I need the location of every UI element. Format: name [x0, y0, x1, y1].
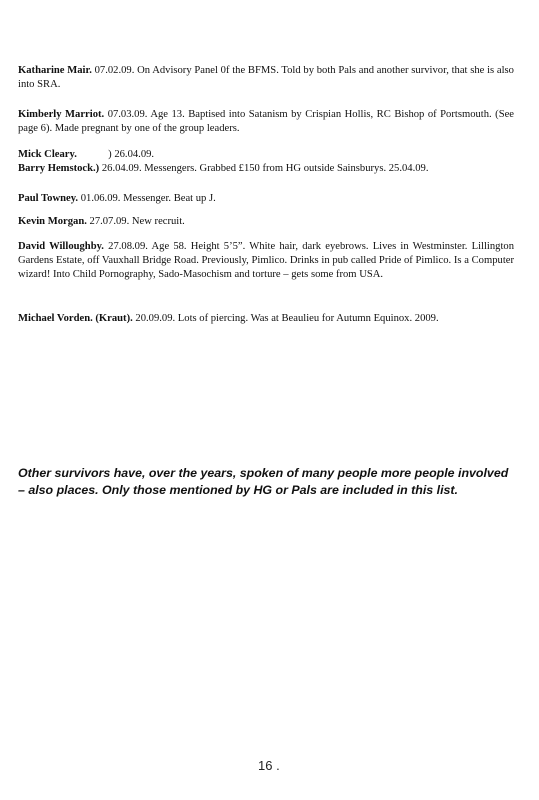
entry-barry-hemstock [18, 162, 514, 176]
entry-group-messengers [18, 148, 514, 176]
entry-mick-cleary [18, 148, 514, 162]
entry-name: Mick Cleary. [18, 149, 77, 160]
entry-katharine-mair [18, 64, 514, 92]
entry-paul-towney [18, 192, 514, 206]
entry-name: Paul Towney. [18, 193, 79, 204]
entry-name: Michael Vorden. (Kraut). [18, 313, 133, 324]
entry-text: ) 26.04.09. [108, 149, 155, 160]
entry-name: Katharine Mair. [18, 65, 92, 76]
entry-michael-vorden [18, 312, 514, 326]
entry-name: Kevin Morgan. [18, 216, 87, 227]
entry-text: 20.09.09. Lots of piercing. Was at Beaulieu for Autumn Equinox. 2009. [135, 313, 439, 324]
entry-text: 01.06.09. Messenger. Beat up J. [80, 193, 216, 204]
entry-name: Kimberly Marriot. [18, 109, 105, 120]
entry-name: Barry Hemstock.) [18, 163, 100, 175]
closing-note: Other survivors have, over the years, spoken of many people more people involved – also places. Only those mentioned by HG or Pals are included in this list. [18, 466, 509, 497]
entry-text: 27.07.09. New recruit. [89, 216, 185, 227]
entry-text: 26.04.09. Messengers. Grabbed £150 from HG outside Sainsburys. 25.04.09. [101, 163, 429, 175]
entry-text: 07.02.09. On Advisory Panel 0f the BFMS. Told by both Pals and another survivor, that she is also into SRA. [18, 65, 514, 91]
page-number: 16 . [258, 758, 280, 773]
entry-kevin-morgan [18, 215, 514, 229]
entry-text: 27.08.09. Age 58. Height 5’5”. White hair, dark eyebrows. Lives in Westminster. Lillington Gardens Estate, off Vauxhall Bridge Road. Previously, Pimlico. Drinks in pub called Pride of Pimlico. Is a Computer wizard! Into Child Pornography, Sado-Masochism and torture – gets some from USA. [18, 241, 514, 281]
entry-name: David Willoughby. [18, 241, 104, 252]
entry-david-willoughby [18, 240, 514, 283]
entry-kimberly-marriot [18, 108, 514, 136]
entry-text: 07.03.09. Age 13. Baptised into Satanism by Crispian Hollis, RC Bishop of Portsmouth. (See page 6). Made pregnant by one of the group leaders. [18, 109, 514, 135]
